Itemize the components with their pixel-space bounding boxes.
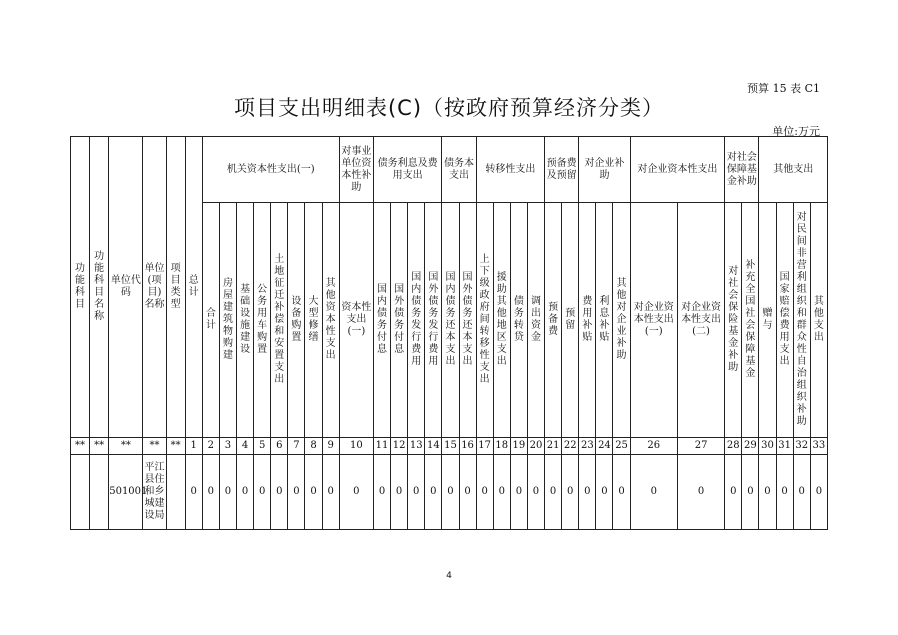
header-total: 总计 bbox=[185, 137, 202, 438]
index-star: ** bbox=[166, 438, 185, 455]
index-number: 2 bbox=[202, 438, 219, 455]
header-col-interest-subsidy: 利息补贴 bbox=[596, 203, 613, 438]
cell-value: 0 bbox=[237, 455, 254, 530]
header-col-for-debt-repay: 国外债务还本支出 bbox=[459, 203, 476, 438]
table-row bbox=[71, 455, 828, 530]
header-col-for-debt-interest: 国外债务付息 bbox=[391, 203, 408, 438]
cell-value: 0 bbox=[219, 455, 236, 530]
index-number: 22 bbox=[562, 438, 579, 455]
index-number: 4 bbox=[237, 438, 254, 455]
index-number: 19 bbox=[510, 438, 527, 455]
index-number: 32 bbox=[793, 438, 810, 455]
index-number: 15 bbox=[442, 438, 459, 455]
header-col-subtotal: 合计 bbox=[202, 203, 219, 438]
header-col-gov-transfer: 上下级政府间转移性支出 bbox=[476, 203, 493, 438]
header-group-other: 其他支出 bbox=[759, 137, 828, 203]
header-col-equipment: 设备购置 bbox=[288, 203, 305, 438]
header-col-dom-debt-fee: 国内债务发行费用 bbox=[408, 203, 425, 438]
cell-func-subject bbox=[71, 455, 90, 530]
index-number: 29 bbox=[742, 438, 759, 455]
index-number: 3 bbox=[219, 438, 236, 455]
index-number: 1 bbox=[185, 438, 202, 455]
header-col-compensation: 国家赔偿费用支出 bbox=[776, 203, 793, 438]
header-col-ent-capital-two: 对企业资本性支出(二) bbox=[677, 203, 724, 438]
index-number: 11 bbox=[373, 438, 390, 455]
index-number: 25 bbox=[613, 438, 630, 455]
cell-value: 0 bbox=[776, 455, 793, 530]
cell-func-subject-name bbox=[90, 455, 109, 530]
index-number: 28 bbox=[725, 438, 742, 455]
index-star: ** bbox=[143, 438, 166, 455]
cell-value: 0 bbox=[373, 455, 390, 530]
cell-value: 0 bbox=[425, 455, 442, 530]
header-col-repair: 大型修缮 bbox=[305, 203, 322, 438]
cell-unit-code: 501001 bbox=[109, 455, 143, 530]
index-number: 9 bbox=[322, 438, 339, 455]
index-number: 21 bbox=[545, 438, 562, 455]
cell-value: 0 bbox=[613, 455, 630, 530]
page-title: 项目支出明细表(C)（按政府预算经济分类） bbox=[233, 96, 665, 120]
cell-value: 0 bbox=[339, 455, 373, 530]
cell-value: 0 bbox=[562, 455, 579, 530]
cell-value: 0 bbox=[391, 455, 408, 530]
header-group-debt-repay: 债务本支出 bbox=[442, 137, 476, 203]
index-number: 8 bbox=[305, 438, 322, 455]
index-number: 33 bbox=[810, 438, 827, 455]
cell-value: 0 bbox=[545, 455, 562, 530]
index-star: ** bbox=[90, 438, 109, 455]
index-star: ** bbox=[71, 438, 90, 455]
header-row-group bbox=[71, 137, 828, 203]
unit-label: 单位:万元 bbox=[772, 125, 820, 138]
index-number: 24 bbox=[596, 438, 613, 455]
header-col-vehicle: 公务用车购置 bbox=[254, 203, 271, 438]
cell-value: 0 bbox=[810, 455, 827, 530]
header-group-transfer: 转移性支出 bbox=[476, 137, 544, 203]
cell-value: 0 bbox=[476, 455, 493, 530]
cell-value: 0 bbox=[725, 455, 742, 530]
index-number: 16 bbox=[459, 438, 476, 455]
header-group-social-security: 对社会保障基金补助 bbox=[725, 137, 759, 203]
cell-value: 0 bbox=[442, 455, 459, 530]
header-col-social-fund-subsidy: 对社会保险基金补助 bbox=[725, 203, 742, 438]
header-group-reserve: 预备费及预留 bbox=[545, 137, 579, 203]
cell-value: 0 bbox=[271, 455, 288, 530]
header-group-enterprise-capital: 对企业资本性支出 bbox=[630, 137, 725, 203]
budget-table bbox=[70, 136, 828, 530]
cell-project-type bbox=[166, 455, 185, 530]
cell-value: 0 bbox=[288, 455, 305, 530]
cell-value: 0 bbox=[759, 455, 776, 530]
index-number: 23 bbox=[579, 438, 596, 455]
cell-value: 0 bbox=[630, 455, 677, 530]
header-col-dom-debt-interest: 国内债务付息 bbox=[373, 203, 390, 438]
cell-value: 0 bbox=[510, 455, 527, 530]
index-number: 26 bbox=[630, 438, 677, 455]
header-col-aid-other-region: 援助其他地区支出 bbox=[493, 203, 510, 438]
index-number: 12 bbox=[391, 438, 408, 455]
cell-value: 0 bbox=[408, 455, 425, 530]
header-col-other-expense: 其他支出 bbox=[810, 203, 827, 438]
index-number: 31 bbox=[776, 438, 793, 455]
cell-value: 0 bbox=[793, 455, 810, 530]
header-col-land: 土地征迁补偿和安置支出 bbox=[271, 203, 288, 438]
header-col-other-capital: 其他资本性支出 bbox=[322, 203, 339, 438]
cell-value: 0 bbox=[185, 455, 202, 530]
form-code: 预算 15 表 C1 bbox=[747, 82, 820, 95]
header-col-other-enterprise: 其他对企业补助 bbox=[613, 203, 630, 438]
index-number: 17 bbox=[476, 438, 493, 455]
cell-value: 0 bbox=[322, 455, 339, 530]
header-group-org-capital: 机关资本性支出(一) bbox=[202, 137, 339, 203]
header-col-fund-transfer: 调出资金 bbox=[527, 203, 544, 438]
index-number: 18 bbox=[493, 438, 510, 455]
cell-unit-project-name: 平江县住和乡城建设局 bbox=[143, 455, 166, 530]
header-col-dom-debt-repay: 国内债务还本支出 bbox=[442, 203, 459, 438]
cell-value: 0 bbox=[493, 455, 510, 530]
header-col-building: 房屋建筑物购建 bbox=[219, 203, 236, 438]
header-col-ent-capital-one: 对企业资本性支出(一) bbox=[630, 203, 677, 438]
header-col-capital-one: 资本性支出(一) bbox=[339, 203, 373, 438]
index-number: 27 bbox=[677, 438, 724, 455]
cell-value: 0 bbox=[579, 455, 596, 530]
index-number: 7 bbox=[288, 438, 305, 455]
header-func-subject-name: 功能科目名称 bbox=[90, 137, 109, 438]
header-col-reserve: 预留 bbox=[562, 203, 579, 438]
cell-value: 0 bbox=[742, 455, 759, 530]
index-number: 10 bbox=[339, 438, 373, 455]
cell-value: 0 bbox=[677, 455, 724, 530]
header-col-infrastructure: 基础设施建设 bbox=[237, 203, 254, 438]
index-number: 30 bbox=[759, 438, 776, 455]
header-group-public-capital: 对事业单位资本性补助 bbox=[339, 137, 373, 203]
cell-value: 0 bbox=[596, 455, 613, 530]
index-number: 14 bbox=[425, 438, 442, 455]
header-project-type: 项目类型 bbox=[166, 137, 185, 438]
header-col-fee-subsidy: 费用补贴 bbox=[579, 203, 596, 438]
cell-value: 0 bbox=[254, 455, 271, 530]
header-col-nonprofit-subsidy: 对民间非营利组织和群众性自治组织补助 bbox=[793, 203, 810, 438]
header-group-enterprise-subsidy: 对企业补助 bbox=[579, 137, 630, 203]
cell-value: 0 bbox=[305, 455, 322, 530]
header-func-subject: 功能科目 bbox=[71, 137, 90, 438]
header-col-debt-transfer-loan: 债务转贷 bbox=[510, 203, 527, 438]
header-unit-project-name: 单位(项目)名称 bbox=[143, 137, 166, 438]
header-unit-code: 单位代码 bbox=[109, 137, 143, 438]
cell-value: 0 bbox=[527, 455, 544, 530]
index-row bbox=[71, 438, 828, 455]
header-group-debt-interest: 债务利息及费用支出 bbox=[373, 137, 441, 203]
index-number: 20 bbox=[527, 438, 544, 455]
index-number: 6 bbox=[271, 438, 288, 455]
header-col-gift: 赠与 bbox=[759, 203, 776, 438]
index-number: 5 bbox=[254, 438, 271, 455]
index-number: 13 bbox=[408, 438, 425, 455]
header-col-reserve-fee: 预备费 bbox=[545, 203, 562, 438]
cell-value: 0 bbox=[202, 455, 219, 530]
page-number: 4 bbox=[446, 571, 452, 581]
header-col-for-debt-fee: 国外债务发行费用 bbox=[425, 203, 442, 438]
cell-value: 0 bbox=[459, 455, 476, 530]
index-star: ** bbox=[109, 438, 143, 455]
header-col-social-fund-supplement: 补充全国社会保障基金 bbox=[742, 203, 759, 438]
